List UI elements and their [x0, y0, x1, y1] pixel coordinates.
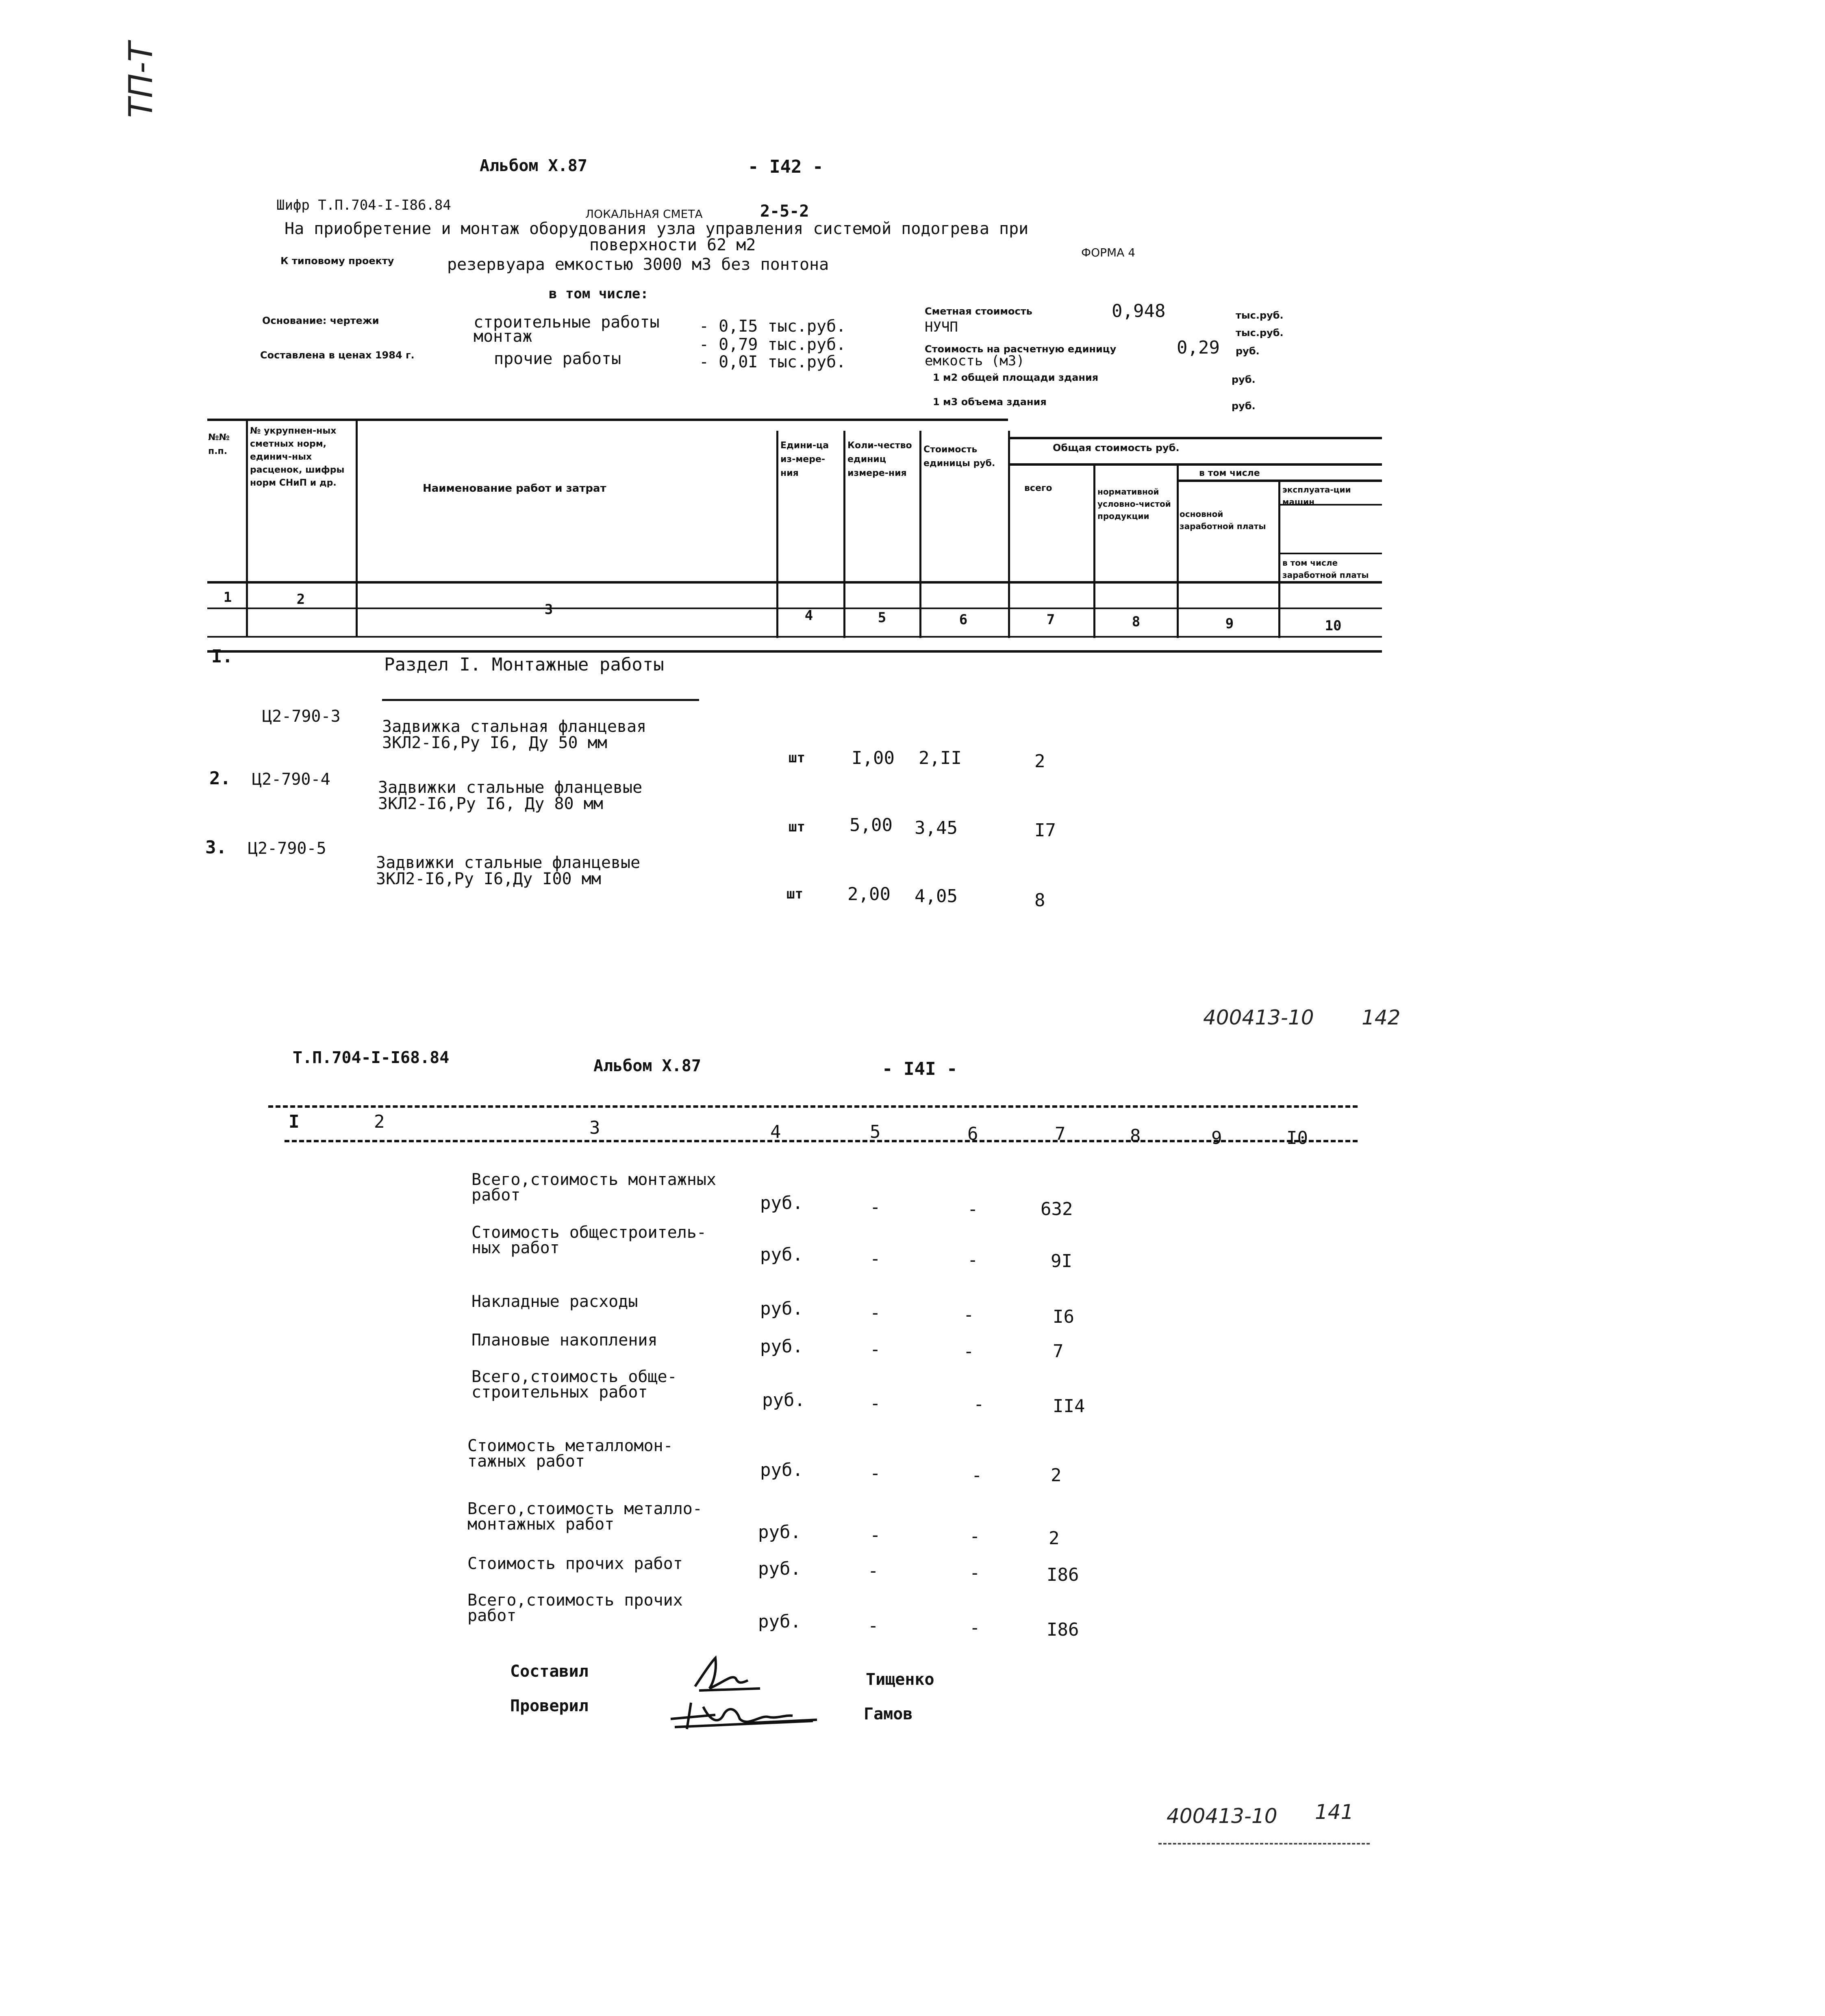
col-number-3: 3	[544, 601, 553, 618]
osnovanie-label: Основание: чертежи	[262, 315, 379, 326]
page-number-2: - I4I -	[882, 1059, 958, 1079]
work-value-2: - 0,0I тыс.руб.	[699, 353, 846, 371]
header-col-10b: в том числе заработной платы	[1282, 558, 1369, 580]
row-unit: шт	[789, 750, 805, 766]
summary-total: 2	[1051, 1465, 1062, 1486]
col-number-6: 6	[959, 612, 968, 628]
summary-name-2: ных работ	[471, 1239, 560, 1257]
row-code: Ц2-790-4	[252, 770, 330, 789]
header-col-4: Едини-ца из-мере-ния	[780, 441, 829, 478]
summary-col6: -	[969, 1617, 980, 1638]
m2-unit: руб.	[1232, 374, 1256, 385]
summary-col5: -	[870, 1197, 881, 1217]
header-col-6: Стоимость единицы руб.	[923, 445, 995, 469]
row-total: 8	[1034, 890, 1045, 911]
summary-name-1: Всего,стоимость металло-	[467, 1500, 702, 1518]
summary-col5: -	[870, 1463, 881, 1484]
row-name-2: ЗКЛ2-I6,Ру I6, Ду 50 мм	[382, 733, 607, 752]
archive-page-2: 141	[1315, 1800, 1354, 1824]
summary-name-2: монтажных работ	[467, 1515, 615, 1534]
row-name-1: Задвижка стальная фланцевая	[382, 717, 647, 736]
archive-stamp-2: 400413-10	[1167, 1804, 1278, 1828]
checked-name: Гамов	[864, 1705, 913, 1723]
col-number-10: I0	[1286, 1128, 1308, 1148]
project-text: резервуара емкостью 3000 м3 без понтона	[447, 255, 829, 274]
summary-col6: -	[969, 1526, 980, 1547]
summary-total: 7	[1053, 1341, 1064, 1362]
m2-label: 1 м2 общей площади здания	[933, 372, 1099, 383]
summary-name-2: работ	[471, 1186, 521, 1204]
summary-name-2: тажных работ	[467, 1452, 585, 1471]
header-col-5: Коли-чество единиц измере-ния	[847, 441, 912, 478]
work-value-0: - 0,I5 тыс.руб.	[699, 317, 846, 336]
summary-total: 9I	[1051, 1251, 1072, 1272]
summary-name-1: Стоимость общестроитель-	[471, 1223, 706, 1242]
row-number: 3.	[205, 837, 227, 858]
smet-cost-unit: тыс.руб.	[1236, 310, 1284, 321]
cipher: Шифр Т.П.704-I-I86.84	[276, 197, 451, 213]
summary-total: 632	[1041, 1199, 1073, 1220]
summary-col5: -	[868, 1560, 879, 1581]
col-number-8: 8	[1130, 1126, 1141, 1146]
col-number-2: 2	[296, 591, 305, 608]
summary-col6: -	[967, 1199, 978, 1220]
row-price: 4,05	[915, 886, 958, 907]
archive-page: 142	[1362, 1006, 1401, 1029]
header-col-1: №№ п.п.	[208, 432, 230, 456]
forma-label: ФОРМА 4	[1081, 246, 1136, 259]
row-total: I7	[1034, 820, 1056, 841]
col-number-4: 4	[804, 608, 813, 624]
album-label: Альбом X.87	[480, 156, 587, 175]
composed-label: Составил	[510, 1662, 589, 1681]
summary-unit: руб.	[758, 1611, 801, 1632]
summary-name-1: Стоимость прочих работ	[467, 1554, 683, 1573]
col-number-3: 3	[589, 1118, 600, 1138]
smeta-line-1: На приобретение и монтаж оборудования узла управления системой подогрева при	[285, 219, 1029, 238]
col-number-5: 5	[870, 1122, 881, 1142]
smeta-number: 2-5-2	[760, 202, 809, 221]
summary-total: I6	[1053, 1306, 1074, 1327]
summary-name-1: Всего,стоимость обще-	[471, 1367, 677, 1386]
col-number-1: I	[289, 1111, 300, 1132]
summary-total: I86	[1047, 1565, 1079, 1585]
summary-total: 2	[1049, 1528, 1060, 1549]
header-col-10a: эксплуата-ции машин	[1282, 485, 1351, 507]
summary-col5: -	[870, 1248, 881, 1269]
summary-unit: руб.	[762, 1390, 805, 1411]
row-qty: I,00	[852, 748, 895, 768]
col-number-2: 2	[374, 1111, 385, 1132]
summary-col6: -	[963, 1304, 974, 1325]
work-name-0: строительные работы	[474, 313, 660, 332]
summary-col5: -	[870, 1339, 881, 1360]
header-col-2: № укрупнен-ных сметных норм, единич-ных расценок, шифры норм СНиП и др.	[250, 426, 345, 488]
col-number-6: 6	[967, 1124, 978, 1144]
smet-cost-label: Сметная стоимость	[925, 306, 1032, 317]
summary-total: II4	[1053, 1396, 1085, 1417]
summary-name-1: Стоимость металломон-	[467, 1437, 673, 1455]
header-col-3: Наименование работ и затрат	[423, 482, 606, 495]
summary-col6: -	[971, 1465, 982, 1486]
m3-label: 1 м3 объема здания	[933, 396, 1047, 408]
v-tom-chisle: в том числе:	[549, 286, 649, 302]
smeta-line-2: поверхности 62 м2	[589, 236, 756, 254]
row-price: 3,45	[915, 818, 958, 838]
header-group: Общая стоимость руб.	[1053, 442, 1180, 454]
summary-name-1: Плановые накопления	[471, 1331, 658, 1350]
col-number-4: 4	[770, 1122, 781, 1142]
row-qty: 2,00	[847, 884, 891, 905]
row-total: 2	[1034, 751, 1045, 772]
summary-col5: -	[868, 1615, 879, 1636]
smeta-title: ЛОКАЛЬНАЯ СМЕТА	[585, 207, 703, 221]
summary-col5: -	[870, 1525, 881, 1545]
summary-unit: руб.	[760, 1336, 803, 1357]
col-number-8: 8	[1132, 614, 1141, 630]
row-name-1: Задвижки стальные фланцевые	[376, 853, 641, 872]
col-number-7: 7	[1046, 612, 1055, 628]
summary-unit: руб.	[758, 1558, 801, 1579]
checked-label: Проверил	[510, 1697, 589, 1715]
header-subgroup: в том числе	[1199, 468, 1260, 478]
nuchp-label: НУЧП	[925, 319, 958, 335]
unit-cost-label-2: емкость (м3)	[925, 353, 1025, 369]
summary-name-1: Накладные расходы	[471, 1292, 638, 1311]
summary-unit: руб.	[760, 1460, 803, 1480]
summary-col6: -	[969, 1562, 980, 1583]
row-qty: 5,00	[849, 815, 893, 835]
summary-total: I86	[1047, 1619, 1079, 1640]
smet-cost-value: 0,948	[1112, 301, 1166, 321]
album-label-2: Альбом X.87	[593, 1057, 701, 1075]
row-price: 2,II	[919, 748, 962, 768]
margin-note: ТП-Т	[122, 42, 160, 118]
sostavlena-label: Составлена в ценах 1984 г.	[260, 349, 415, 361]
row-number: 2.	[209, 768, 231, 789]
nuchp-unit: тыс.руб.	[1236, 327, 1284, 339]
col-number-5: 5	[878, 610, 886, 626]
row-code: Ц2-790-5	[248, 839, 326, 858]
summary-unit: руб.	[758, 1522, 801, 1543]
section-title: Раздел I. Монтажные работы	[384, 654, 664, 675]
summary-unit: руб.	[760, 1298, 803, 1319]
summary-col6: -	[967, 1250, 978, 1270]
unit-cost-unit: руб.	[1236, 345, 1260, 357]
col-number-1: 1	[223, 589, 232, 605]
archive-stamp: 400413-10	[1203, 1006, 1314, 1029]
summary-unit: руб.	[760, 1244, 803, 1265]
row-code: Ц2-790-3	[262, 707, 341, 726]
row-unit: шт	[789, 819, 805, 835]
row-name-1: Задвижки стальные фланцевые	[378, 778, 643, 797]
summary-name-1: Всего,стоимость прочих	[467, 1591, 683, 1610]
project-label: К типовому проекту	[280, 255, 394, 267]
col-number-9: 9	[1225, 616, 1234, 632]
col-number-7: 7	[1055, 1124, 1066, 1144]
work-value-1: - 0,79 тыс.руб.	[699, 335, 846, 354]
composed-name: Тищенко	[866, 1670, 934, 1689]
summary-col5: -	[870, 1393, 881, 1414]
signature-2	[667, 1690, 821, 1735]
summary-col6: -	[973, 1394, 984, 1415]
row-name-2: ЗКЛ2-I6,Ру I6, Ду 80 мм	[378, 794, 603, 813]
header-col-7: всего	[1024, 483, 1052, 493]
work-name-2: прочие работы	[494, 349, 621, 368]
summary-name-2: работ	[467, 1606, 517, 1625]
unit-cost-label: Стоимость на расчетную единицу	[925, 343, 1117, 355]
col-number-9: 9	[1211, 1128, 1222, 1148]
summary-col5: -	[870, 1302, 881, 1323]
summary-col6: -	[963, 1341, 974, 1362]
col-number-10: 10	[1325, 618, 1342, 634]
page-number: - I42 -	[748, 156, 823, 177]
cipher-2: Т.П.704-I-I68.84	[293, 1048, 450, 1067]
unit-cost-value: 0,29	[1177, 337, 1220, 358]
row-name-2: ЗКЛ2-I6,Ру I6,Ду I00 мм	[376, 870, 601, 888]
work-name-1: монтаж	[474, 327, 532, 346]
summary-name-1: Всего,стоимость монтажных	[471, 1170, 717, 1189]
summary-unit: руб.	[760, 1193, 803, 1213]
row-unit: шт	[786, 886, 803, 902]
m3-unit: руб.	[1232, 400, 1256, 412]
summary-name-2: строительных работ	[471, 1383, 648, 1402]
section-number: I.	[211, 646, 233, 667]
header-col-9: основной заработной платы	[1180, 509, 1266, 531]
header-col-8: нормативной условно-чистой продукции	[1097, 487, 1171, 521]
